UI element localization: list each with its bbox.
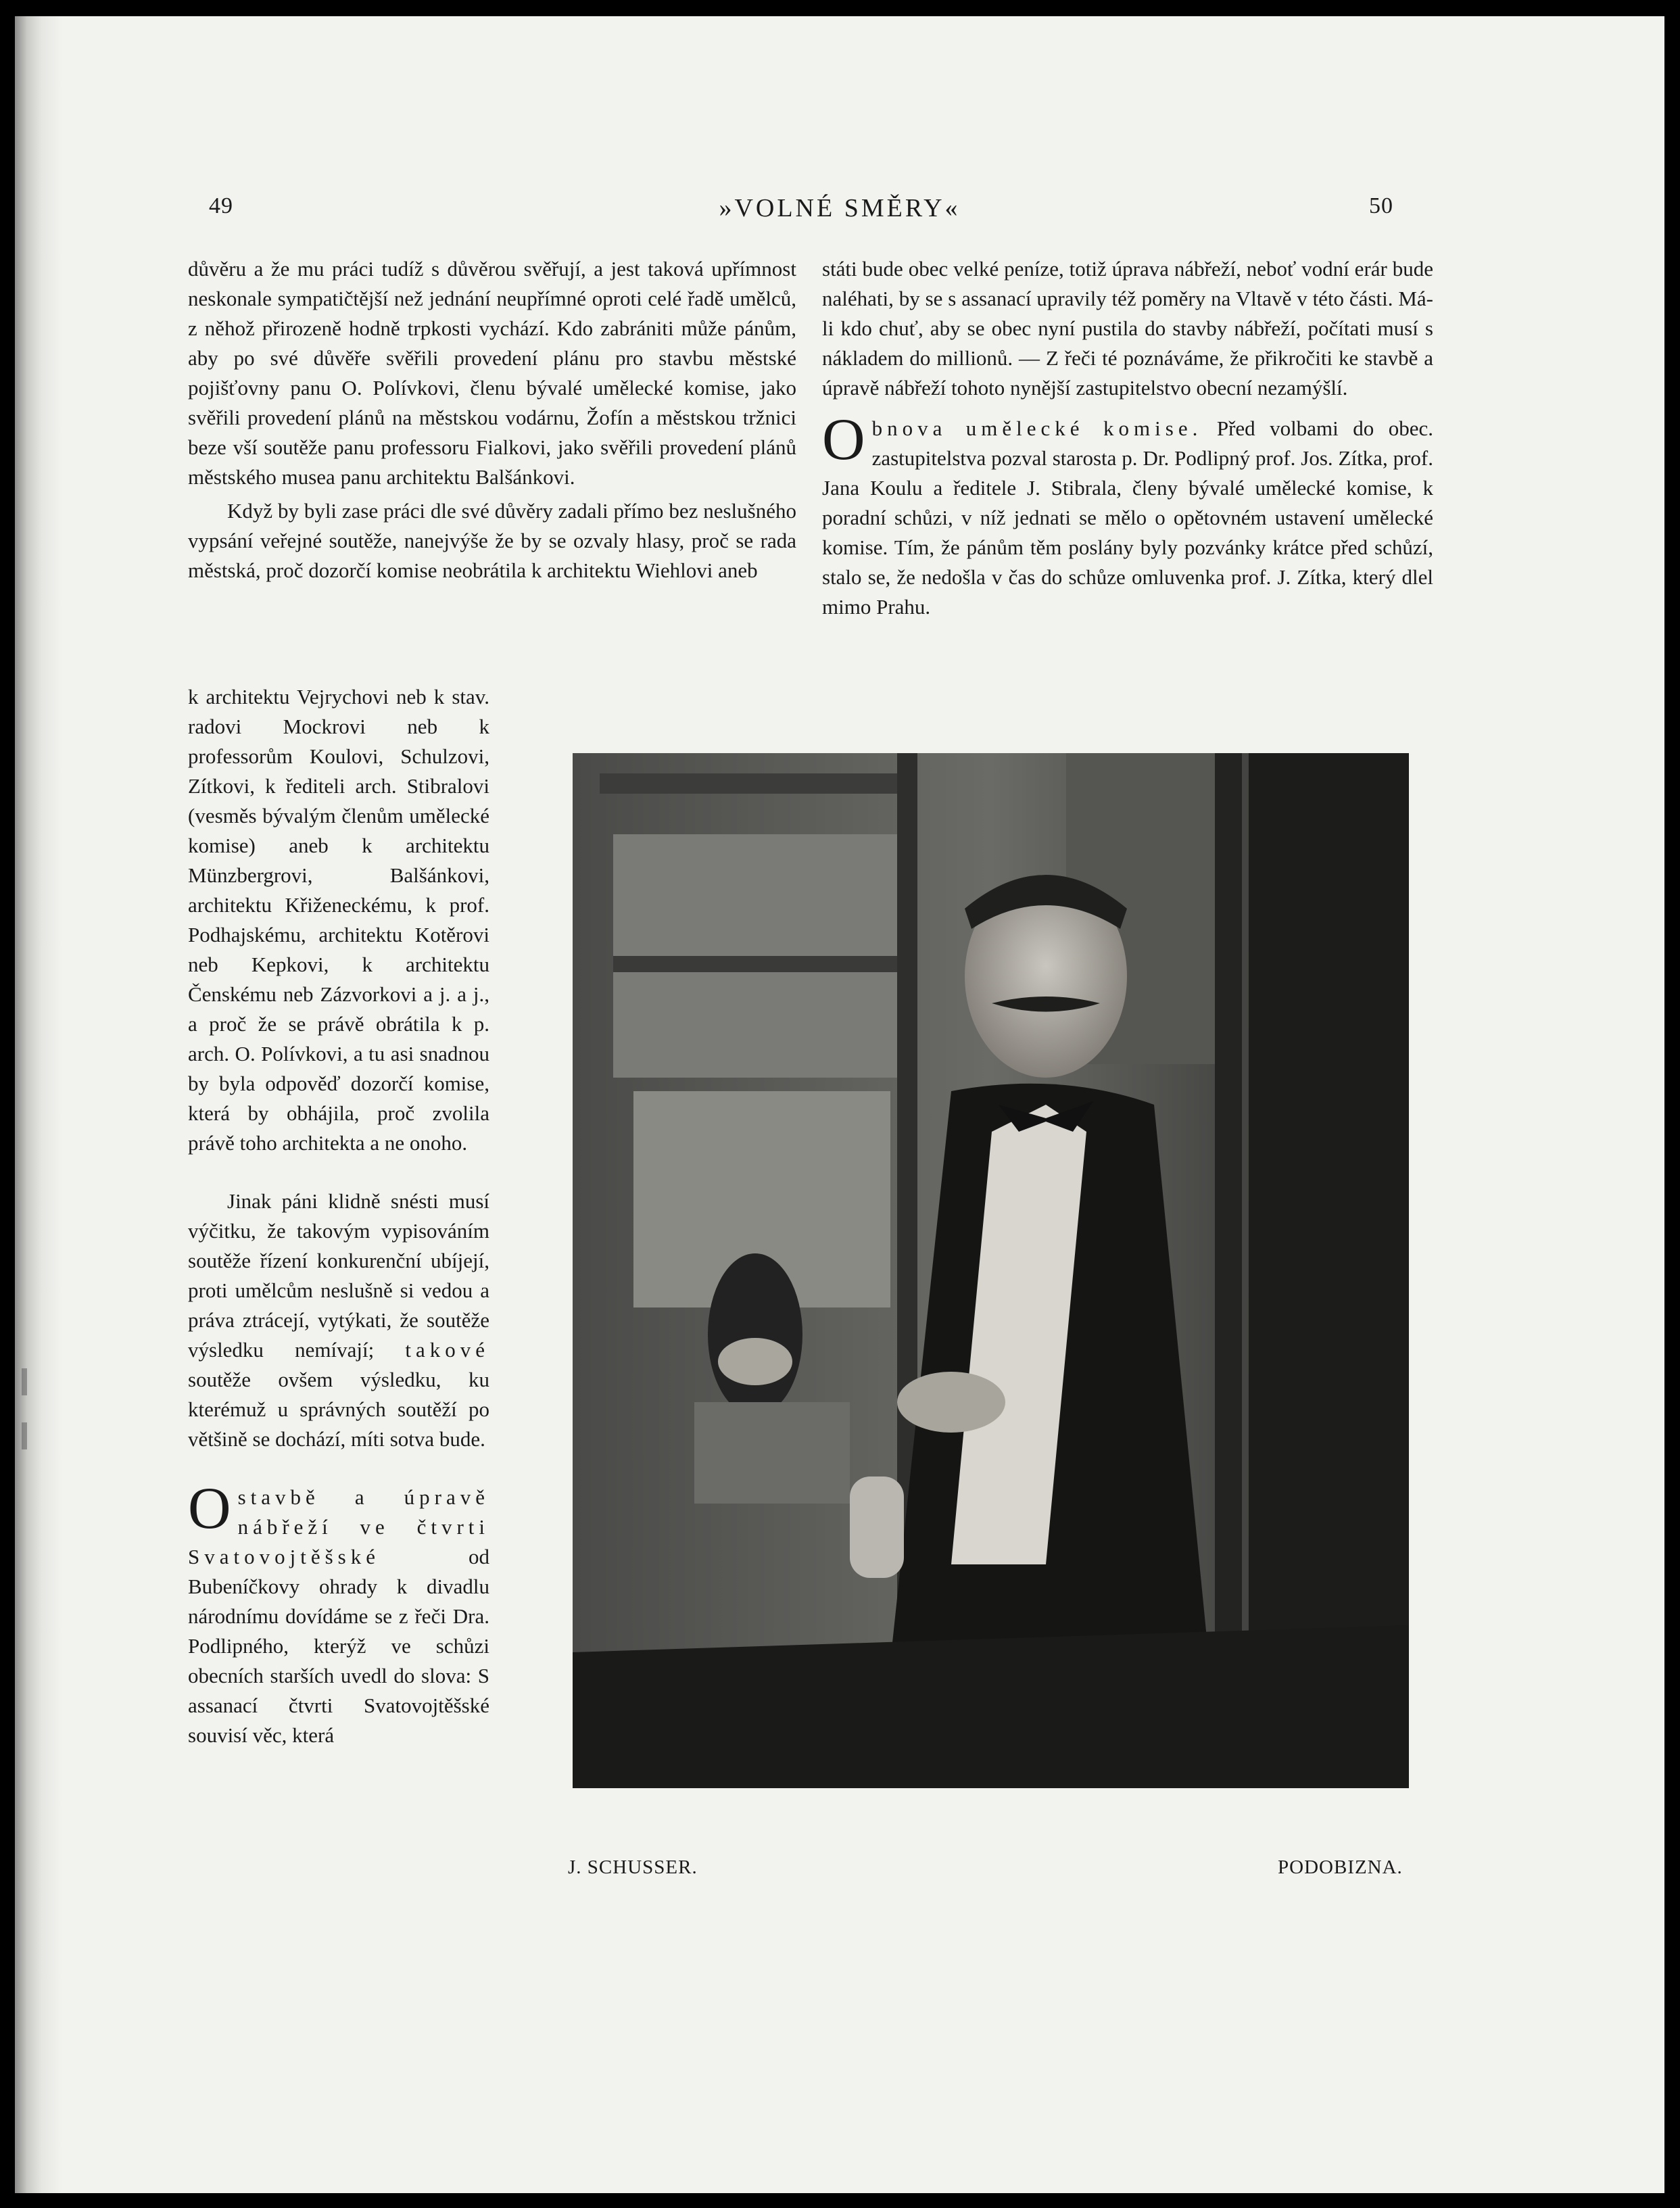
emphasis: takové: [405, 1338, 489, 1362]
paragraph: Jinak páni klidně snésti musí výčitku, že takovým vypisováním soutěže řízení konkurenční ubíjejí, proti umělcům neslušně si vedou a práva ztrácejí, vytýkati, že soutěže výsledku nemívají; takové soutěže ovšem výsledku, ku kterémuž u správných soutěží po většině se dochází, míti sotva bude.: [188, 1189, 489, 1451]
portrait-photograph: [573, 753, 1409, 1788]
right-column: [822, 254, 1433, 622]
gutter-mark: [22, 1368, 27, 1395]
figure-caption-author: J. SCHUSSER.: [568, 1856, 698, 1878]
figure-caption-title: PODOBIZNA.: [1278, 1856, 1403, 1878]
page-gutter: [15, 16, 62, 2193]
drop-cap: O: [188, 1476, 231, 1541]
paragraph: státi bude obec velké peníze, totiž úprava nábřeží, neboť vodní erár bude naléhati, by se s assanací upravily též poměry na Vltavě v této části. Má-li kdo chuť, aby se obec nyní pustila do stavby nábřeží, počítati musí s nákladem do millionů. — Z řeči té poznáváme, že přikročiti ke stavbě a úpravě nábřeží tohoto nynější zastupitelstvo obecní nezamýšlí.: [822, 257, 1433, 400]
journal-title: »VOLNÉ SMĚRY«: [719, 194, 961, 222]
paragraph: Když by byli zase práci dle své důvěry zadali přímo bez neslušného vypsání veřejné soutěže, nanejvýše že by se ozvaly hlasy, proč se rada městská, proč dozorčí komise neobrátila k architektu Wiehlovi aneb: [188, 499, 796, 582]
section-heading: bnova umělecké komise.: [871, 416, 1203, 440]
gutter-mark: [22, 1422, 27, 1449]
portrait-illustration: [573, 753, 1409, 1788]
drop-cap: O: [822, 407, 865, 473]
page-number-left: 49: [209, 193, 233, 218]
left-column: [188, 254, 796, 585]
section-heading: stavbě a úpravě nábřeží ve čtvrti Svatovojtěšské: [188, 1485, 489, 1568]
paragraph: Ostavbě a úpravě nábřeží ve čtvrti Svatovojtěšské od Bubeníčkovy ohrady k divadlu národnímu dovídáme se z řeči Dra. Podlipného, kterýž ve schůzi obecních starších uvedl do slova: S assanací čtvrti Svatovojtěšské souvisí věc, která: [188, 1476, 489, 1747]
paragraph: důvěru a že mu práci tudíž s důvěrou svěřují, a jest taková upřímnost neskonale sympatičtější než jednání neupřímné oproti celé řadě umělců, z něhož přirozeně hodně trpkosti vychází. Kdo zabrániti může pánům, aby po své důvěře svěřili provedení plánu pro stavbu městské pojišťovny panu O. Polívkovi, členu bývalé umělecké komise, jako svěřili provedení plánů na městskou vodárnu, Žofín a městskou tržnici beze vší soutěže panu professoru Fialkovi, jako svěřili provedení plánů městského musea panu architektu Balšánkovi.: [188, 257, 796, 489]
paragraph: k architektu Vejrychovi neb k stav. radovi Mockrovi neb k professorům Koulovi, Schulzovi, Zítkovi, k řediteli arch. Stibralovi (vesměs bývalým členům umělecké komise) aneb k architektu Münzbergrovi, Balšánkovi, architektu Křiženeckému, k prof. Podhajskému, architektu Kotěrovi neb Kepkovi, k architektu Čenskému neb Zázvorkovi a j. a j., a proč že se právě obrátila k p. arch. O. Polívkovi, a tu asi snadnou by byla odpověď dozorčí komise, která by obhájila, proč zvolila právě toho architekta a ne onoho.: [188, 685, 489, 1155]
paragraph: Obnova umělecké komise. Před volbami do obec. zastupitelstva pozval starosta p. Dr. Podlipný prof. Jos. Zítka, prof. Jana Koulu a ředitele J. Stibrala, členy bývalé umělecké komise, k poradní schůzi, v níž jednati se mělo o opětovném ustavení umělecké komise. Tím, že pánům těm poslány byly pozvánky krátce před schůzí, stalo se, že nedošla v čas do schůze omluvenka prof. J. Zítka, který dlel mimo Prahu.: [822, 407, 1433, 619]
scanned-page: [15, 16, 1664, 2193]
left-narrow-column: [188, 682, 489, 1750]
page-number-right: 50: [1369, 193, 1393, 218]
